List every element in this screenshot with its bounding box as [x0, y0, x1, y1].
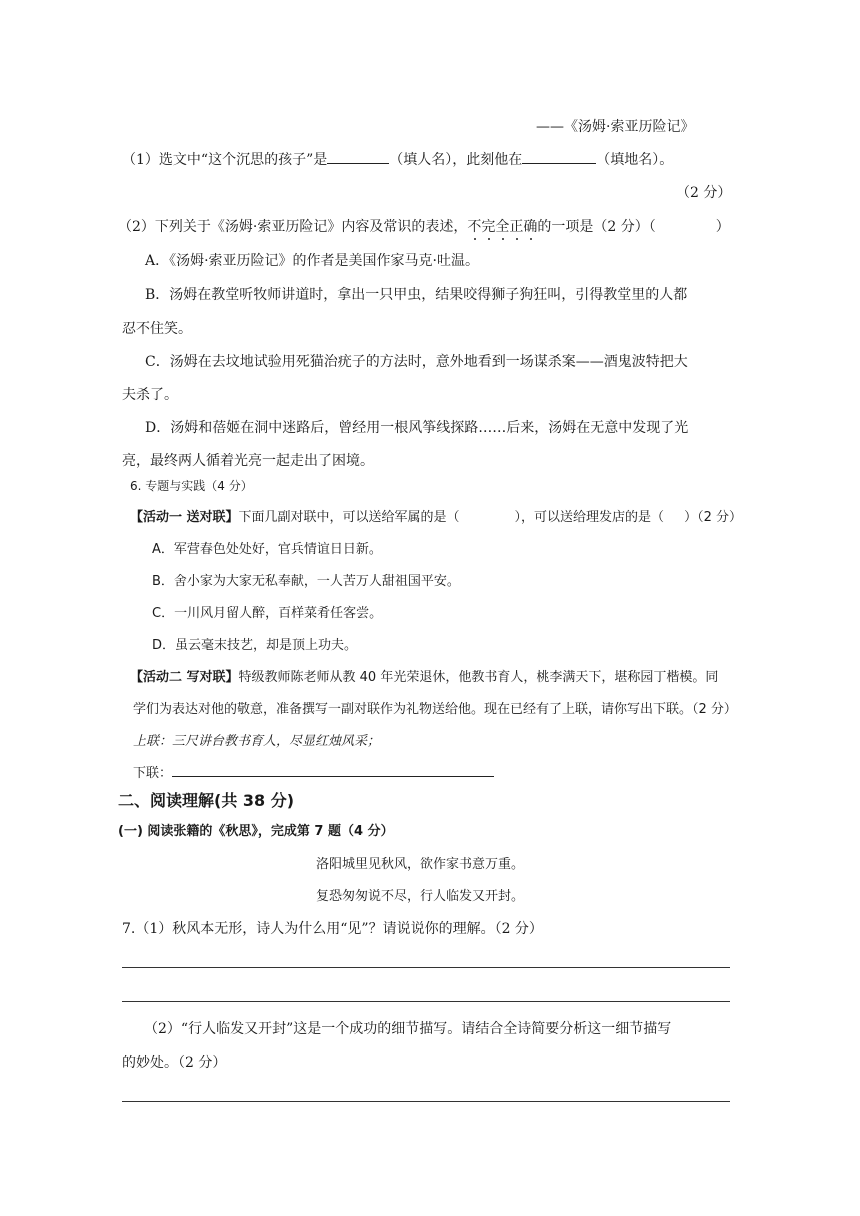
- option-c-line2: 夫杀了。: [122, 387, 178, 403]
- emphasis-char: 完: [481, 219, 496, 235]
- answer-blank-lower-couplet[interactable]: [172, 762, 494, 777]
- option-b-line2: 忍不住笑。: [122, 321, 192, 337]
- answer-line[interactable]: [122, 1001, 730, 1002]
- option-d-line2: 亮，最终两人循着光亮一起走出了困境。: [122, 453, 374, 469]
- emphasis-char: 全: [495, 219, 510, 235]
- answer-blank-place[interactable]: [522, 149, 596, 164]
- activity-2: [130, 666, 718, 685]
- question-1: [122, 149, 673, 169]
- lower-couplet-label: 下联：: [133, 766, 173, 781]
- activity-2-line1: 特级教师陈老师从教 40 年光荣退休，他教书育人，桃李满天下，堪称园丁楷模。同: [238, 670, 719, 685]
- activity-1-text2: ），可以送给理发店的是（: [514, 510, 665, 525]
- lower-couplet: [133, 762, 494, 781]
- activity-1: [130, 506, 742, 525]
- option-d-line1: D．汤姆和蓓姬在洞中迷路后，曾经用一根风筝线探路……后来，汤姆在无意中发现了光: [145, 420, 689, 436]
- source-citation: ——《汤姆·索亚历险记》: [536, 119, 695, 135]
- question-2-suffix: 的一项是（2 分）（: [537, 219, 656, 235]
- section-2-title: 二、阅读理解(共 38 分): [118, 791, 295, 810]
- question-1-mid: （填人名），此刻他在: [389, 152, 523, 168]
- poem-line-2: 复恐匆匆说不尽，行人临发又开封。: [316, 889, 525, 904]
- activity-1-label: 【活动一 送对联】: [130, 510, 239, 525]
- question-6-title: 6. 专题与实践（4 分）: [130, 479, 253, 493]
- question-2-prefix: （2）下列关于《汤姆·索亚历险记》内容及常识的表述，: [118, 219, 468, 235]
- couplet-option-b: B．舍小家为大家无私奉献，一人苦万人甜祖国平安。: [152, 574, 460, 589]
- activity-2-line2: 学们为表达对他的敬意，准备撰写一副对联作为礼物送给他。现在已经有了上联，请你写出下联。（2 分）: [133, 702, 737, 717]
- question-2-close: ）: [715, 219, 730, 235]
- option-a: A．《汤姆·索亚历险记》的作者是美国作家马克·吐温。: [145, 253, 480, 269]
- answer-line[interactable]: [122, 967, 730, 968]
- question-1-suffix: （填地名）。: [596, 152, 674, 168]
- emphasis-char: 正: [509, 219, 524, 235]
- question-7-2-line2: 的妙处。（2 分）: [122, 1055, 227, 1071]
- section-2-subtitle: (一) 阅读张籍的《秋思》，完成第 7 题（4 分）: [118, 824, 394, 839]
- couplet-option-a: A．军营春色处处好，官兵情谊日日新。: [152, 542, 382, 557]
- question-7-2-line1: （2）“行人临发又开封”这是一个成功的细节描写。请结合全诗简要分析这一细节描写: [144, 1021, 672, 1037]
- question-7-1: 7.（1）秋风本无形，诗人为什么用“见”？请说说你的理解。（2 分）: [122, 921, 543, 937]
- couplet-option-d: D．虽云毫末技艺，却是顶上功夫。: [152, 638, 358, 653]
- option-b-line1: B．汤姆在教堂听牧师讲道时，拿出一只甲虫，结果咬得狮子狗狂叫，引得教堂里的人都: [145, 287, 688, 303]
- upper-couplet: 上联：三尺讲台教书育人，尽显红烛风采；: [133, 734, 381, 749]
- emphasis-char: 确: [523, 219, 538, 235]
- couplet-option-c: C．一川风月留人醉，百样菜肴任客尝。: [152, 606, 383, 621]
- activity-1-text1: 下面几副对联中，可以送给军属的是（: [238, 510, 460, 525]
- answer-line[interactable]: [122, 1101, 730, 1102]
- option-c-line1: C．汤姆在去坟地试验用死猫治疣子的方法时，意外地看到一场谋杀案——酒鬼波特把大: [145, 354, 688, 370]
- question-1-prefix: （1）选文中“这个沉思的孩子”是: [122, 152, 328, 168]
- question-1-score: （2 分）: [676, 185, 732, 201]
- question-2: [118, 216, 730, 236]
- activity-1-text3: ）（2 分）: [684, 510, 742, 525]
- answer-blank-person[interactable]: [327, 149, 389, 164]
- activity-2-label: 【活动二 写对联】: [130, 670, 239, 685]
- poem-line-1: 洛阳城里见秋风，欲作家书意万重。: [316, 857, 525, 872]
- emphasis-char: 不: [467, 219, 482, 235]
